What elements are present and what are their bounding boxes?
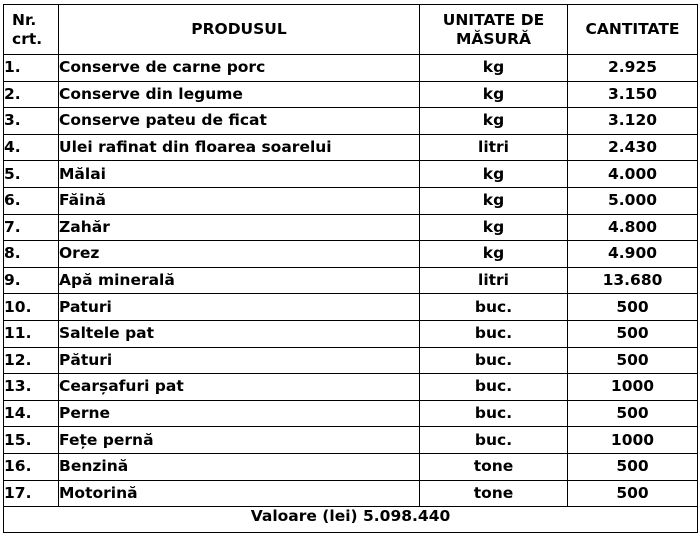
unit-cell: buc.: [420, 294, 568, 321]
row-number-cell: 15.: [4, 427, 59, 454]
quantity-cell: 500: [568, 400, 698, 427]
unit-cell: kg: [420, 55, 568, 82]
quantity-cell: 500: [568, 453, 698, 480]
table-row: [4, 267, 698, 294]
total-row: [4, 507, 698, 533]
table-row: [4, 241, 698, 268]
row-number-cell: 7.: [4, 214, 59, 241]
quantity-cell: 500: [568, 320, 698, 347]
quantity-cell: 2.925: [568, 55, 698, 82]
product-name-cell: Făină: [59, 187, 420, 214]
row-number-cell: 5.: [4, 161, 59, 188]
quantity-cell: 1000: [568, 427, 698, 454]
unit-cell: kg: [420, 81, 568, 108]
unit-cell: tone: [420, 480, 568, 507]
product-name-cell: Conserve de carne porc: [59, 55, 420, 82]
table-row: [4, 453, 698, 480]
unit-cell: buc.: [420, 427, 568, 454]
product-name-cell: Perne: [59, 400, 420, 427]
quantity-cell: 500: [568, 480, 698, 507]
quantity-cell: 3.120: [568, 108, 698, 135]
row-number-cell: 10.: [4, 294, 59, 321]
product-name-cell: Cearșafuri pat: [59, 374, 420, 401]
quantity-cell: 3.150: [568, 81, 698, 108]
unit-cell: buc.: [420, 347, 568, 374]
product-name-cell: Paturi: [59, 294, 420, 321]
table-body: [4, 55, 698, 507]
product-name-cell: Zahăr: [59, 214, 420, 241]
unit-cell: kg: [420, 241, 568, 268]
table-row: [4, 108, 698, 135]
product-name-cell: Motorină: [59, 480, 420, 507]
unit-cell: buc.: [420, 374, 568, 401]
row-number-cell: 9.: [4, 267, 59, 294]
table-row: [4, 161, 698, 188]
product-name-cell: Apă minerală: [59, 267, 420, 294]
header-nr-line1: Nr.: [12, 10, 37, 29]
table-row: [4, 214, 698, 241]
row-number-cell: 1.: [4, 55, 59, 82]
table-row: [4, 347, 698, 374]
products-table: [3, 4, 698, 533]
table-header-row: [4, 5, 698, 55]
header-nr: [4, 5, 59, 55]
unit-cell: kg: [420, 161, 568, 188]
table-row: [4, 427, 698, 454]
product-name-cell: Fețe pernă: [59, 427, 420, 454]
row-number-cell: 3.: [4, 108, 59, 135]
unit-cell: litri: [420, 134, 568, 161]
row-number-cell: 2.: [4, 81, 59, 108]
row-number-cell: 6.: [4, 187, 59, 214]
table-row: [4, 134, 698, 161]
unit-cell: tone: [420, 453, 568, 480]
quantity-cell: 1000: [568, 374, 698, 401]
header-product: PRODUSUL: [59, 5, 420, 55]
unit-cell: kg: [420, 214, 568, 241]
product-name-cell: Mălai: [59, 161, 420, 188]
product-name-cell: Pături: [59, 347, 420, 374]
unit-cell: litri: [420, 267, 568, 294]
quantity-cell: 4.900: [568, 241, 698, 268]
quantity-cell: 5.000: [568, 187, 698, 214]
table-row: [4, 55, 698, 82]
total-value: Valoare (lei) 5.098.440: [4, 507, 698, 533]
unit-cell: kg: [420, 108, 568, 135]
table-row: [4, 320, 698, 347]
row-number-cell: 12.: [4, 347, 59, 374]
product-name-cell: Conserve din legume: [59, 81, 420, 108]
product-name-cell: Saltele pat: [59, 320, 420, 347]
row-number-cell: 14.: [4, 400, 59, 427]
quantity-cell: 500: [568, 294, 698, 321]
table-row: [4, 374, 698, 401]
quantity-cell: 13.680: [568, 267, 698, 294]
unit-cell: kg: [420, 187, 568, 214]
table-row: [4, 480, 698, 507]
product-name-cell: Benzină: [59, 453, 420, 480]
quantity-cell: 4.000: [568, 161, 698, 188]
row-number-cell: 13.: [4, 374, 59, 401]
product-name-cell: Conserve pateu de ficat: [59, 108, 420, 135]
row-number-cell: 11.: [4, 320, 59, 347]
table-row: [4, 294, 698, 321]
row-number-cell: 8.: [4, 241, 59, 268]
header-unit: [420, 5, 568, 55]
row-number-cell: 17.: [4, 480, 59, 507]
row-number-cell: 4.: [4, 134, 59, 161]
header-quantity: CANTITATE: [568, 5, 698, 55]
unit-cell: buc.: [420, 320, 568, 347]
quantity-cell: 500: [568, 347, 698, 374]
table-row: [4, 400, 698, 427]
unit-cell: buc.: [420, 400, 568, 427]
quantity-cell: 2.430: [568, 134, 698, 161]
header-nr-line2: crt.: [12, 29, 43, 48]
header-unit-line2: MĂSURĂ: [455, 29, 532, 48]
table-row: [4, 187, 698, 214]
product-name-cell: Ulei rafinat din floarea soarelui: [59, 134, 420, 161]
quantity-cell: 4.800: [568, 214, 698, 241]
product-name-cell: Orez: [59, 241, 420, 268]
table-row: [4, 81, 698, 108]
header-unit-line1: UNITATE DE: [442, 10, 545, 29]
row-number-cell: 16.: [4, 453, 59, 480]
